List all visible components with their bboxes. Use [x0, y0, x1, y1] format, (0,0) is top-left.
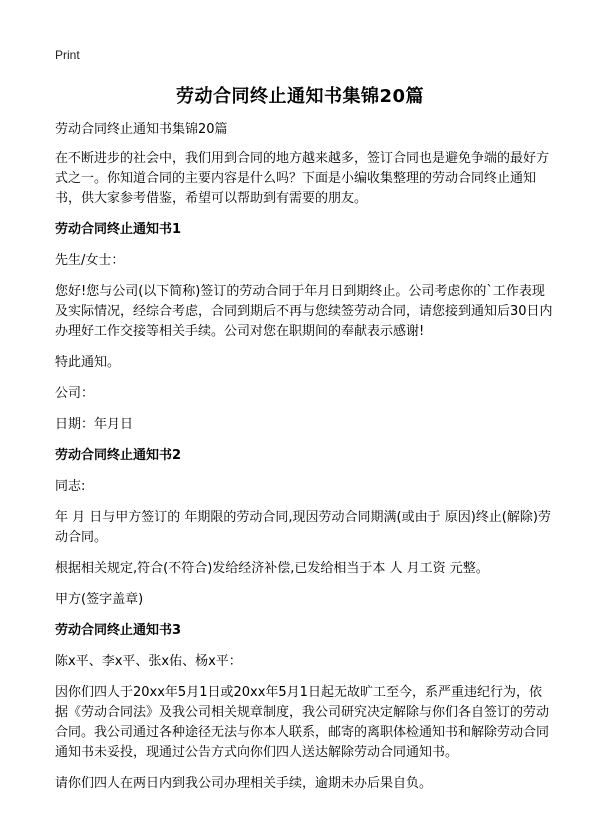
intro-paragraph: 在不断进步的社会中，我们用到合同的地方越来越多，签订合同也是避免争端的最好方式之一。你知道合同的主要内容是什么吗？下面是小编收集整理的劳动合同终止通知书，供大家参考借鉴，希望可以帮助到有需要的朋友。	[55, 151, 550, 206]
section-2-body: 年 月 日与甲方签订的 年期限的劳动合同,现因劳动合同期满(或由于 原因)终止(解除)劳动合同。	[55, 510, 551, 545]
print-link[interactable]: Print	[55, 48, 80, 62]
section-2-compensation: 根据相关规定,符合(不符合)发给经济补偿,已发给相当于本 人 月工资 元整。	[55, 561, 489, 576]
section-2-signature: 甲方(签字盖章)	[55, 592, 144, 607]
section-1-notice: 特此通知。	[55, 355, 121, 370]
section-1-company: 公司：	[55, 386, 95, 401]
section-3-salutation: 陈x平、李x平、张x佑、杨x平：	[55, 654, 242, 669]
section-3-body: 因你们四人于20xx年5月1日或20xx年5月1日起无故旷工至今，系严重违纪行为，依据《劳动合同法》及我公司相关规章制度，我公司研究决定解除与你们各自签订的劳动合同。我公司通过各种途径无法与你本人联系，邮寄的离职体检通知书和解除劳动合同通知书未妥投，现通过公告方式向你们四人送达解除劳动合同通知书。	[55, 685, 550, 760]
section-heading-3: 劳动合同终止通知书3	[55, 623, 182, 638]
page-title: 劳动合同终止通知书集锦20篇	[175, 86, 425, 107]
section-3-deadline: 请你们四人在两日内到我公司办理相关手续，逾期未办后果自负。	[55, 776, 433, 791]
document-body	[55, 120, 554, 805]
document-subtitle: 劳动合同终止通知书集锦20篇	[55, 122, 228, 137]
section-1-date: 日期：年月日	[55, 417, 134, 432]
section-1-body: 您好!您与公司(以下简称)签订的劳动合同于年月日到期终止。公司考虑你的`工作表现及实际情况，经综合考虑，合同到期后不再与您续签劳动合同，请您接到通知后30日内办理好工作交接等相关手续。公司对您在职期间的奉献表示感谢!	[55, 284, 553, 339]
section-heading-1: 劳动合同终止通知书1	[55, 222, 182, 237]
section-2-salutation: 同志:	[55, 479, 86, 494]
section-1-salutation: 先生/女士：	[55, 253, 125, 268]
section-heading-2: 劳动合同终止通知书2	[55, 448, 182, 463]
